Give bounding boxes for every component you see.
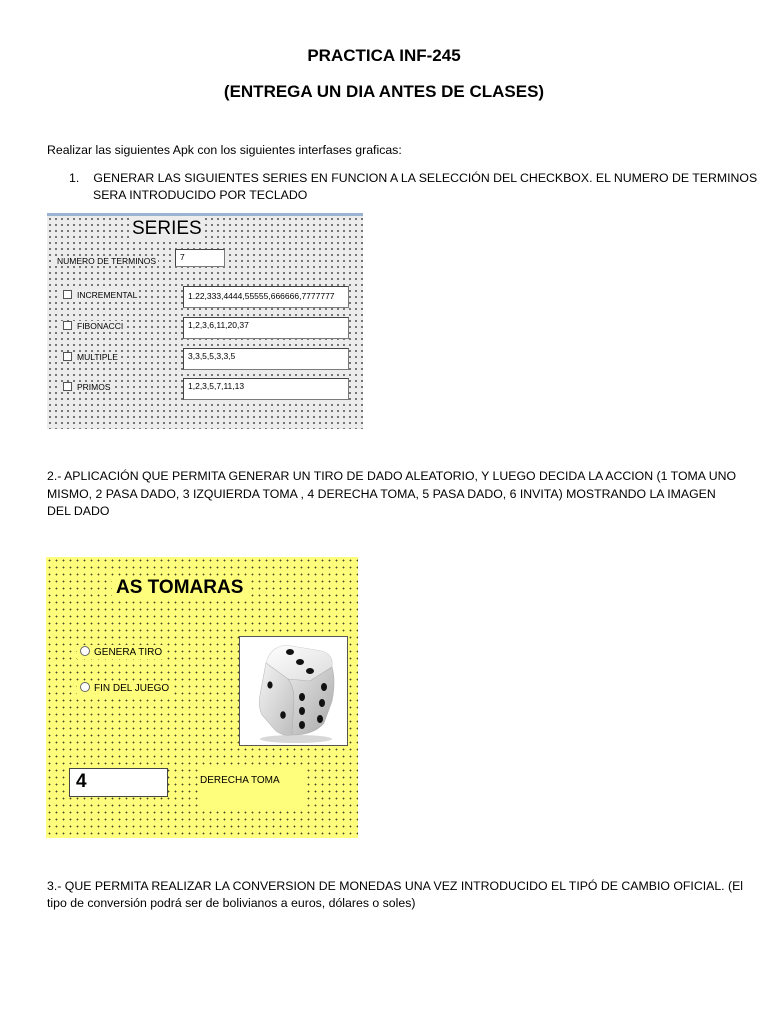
checkbox-label: PRIMOS [77,382,111,392]
radio-label: FIN DEL JUEGO [94,683,170,694]
checkbox-primos[interactable] [61,382,113,392]
series-output-fibonacci[interactable]: 1,2,3,6,11,20,37 [183,317,349,339]
checkbox-icon[interactable] [63,321,72,330]
item2-line1: 2.- APLICACIÓN QUE PERMITA GENERAR UN TIRO DE DADO ALEATORIO, Y LUEGO DECIDA LA ACCION (1 TOMA UNO [47,469,737,483]
checkbox-label: FIBONACCI [77,321,124,331]
checkbox-icon[interactable] [63,290,72,299]
terms-label: NUMERO DE TERMINOS [57,256,157,266]
item1-number: 1. [69,171,80,185]
item1-line1: GENERAR LAS SIGUIENTES SERIES EN FUNCION A LA SELECCIÓN DEL CHECKBOX. EL NUMERO DE TERMINOS [90,171,758,185]
document-title: PRACTICA INF-245 [307,46,461,65]
checkbox-fibonacci[interactable] [61,321,125,331]
checkbox-incremental[interactable] [61,290,139,300]
series-output-primos[interactable]: 1,2,3,5,7,11,13 [183,378,349,400]
action-label: DERECHA TOMA [198,769,306,807]
radio-fin-juego[interactable] [77,681,172,695]
series-form [47,213,363,429]
dice-form [46,557,358,838]
dice-icon [240,637,347,745]
checkbox-icon[interactable] [63,382,72,391]
intro-text: Realizar las siguientes Apk con los siguientes interfases graficas: [47,143,402,157]
radio-icon[interactable] [80,646,90,656]
dice-form-title: AS TOMARAS [112,577,247,599]
radio-label: GENERA TIRO [94,647,163,658]
checkbox-label: INCREMENTAL [77,290,138,300]
checkbox-multiple[interactable] [61,352,120,362]
roll-value-box[interactable]: 4 [69,768,168,797]
document-subtitle: (ENTREGA UN DIA ANTES DE CLASES) [223,82,545,101]
item3-line2: tipo de conversión podrá ser de bolivianos a euros, dólares o soles) [47,896,416,910]
checkbox-label: MULTIPLE [77,352,118,362]
radio-genera-tiro[interactable] [77,645,165,659]
item2-line2: MISMO, 2 PASA DADO, 3 IZQUIERDA TOMA , 4 DERECHA TOMA, 5 PASA DADO, 6 INVITA) MOSTRANDO LA IMAGEN [47,487,716,501]
series-output-incremental[interactable]: 1.22,333,4444,55555,666666,7777777 [183,286,349,308]
item2-line3: DEL DADO [47,504,110,518]
dice-image-frame [239,636,348,746]
series-form-title: SERIES [129,218,205,240]
checkbox-icon[interactable] [63,352,72,361]
radio-icon[interactable] [80,682,90,692]
series-output-multiple[interactable]: 3,3,5,5,3,3,5 [183,348,349,370]
item3-line1: 3.- QUE PERMITA REALIZAR LA CONVERSION DE MONEDAS UNA VEZ INTRODUCIDO EL TIPÓ DE CAMBIO OFICIAL. (El [47,879,744,893]
terms-input[interactable]: 7 [175,249,225,267]
item1-line2: SERA INTRODUCIDO POR TECLADO [93,188,308,202]
